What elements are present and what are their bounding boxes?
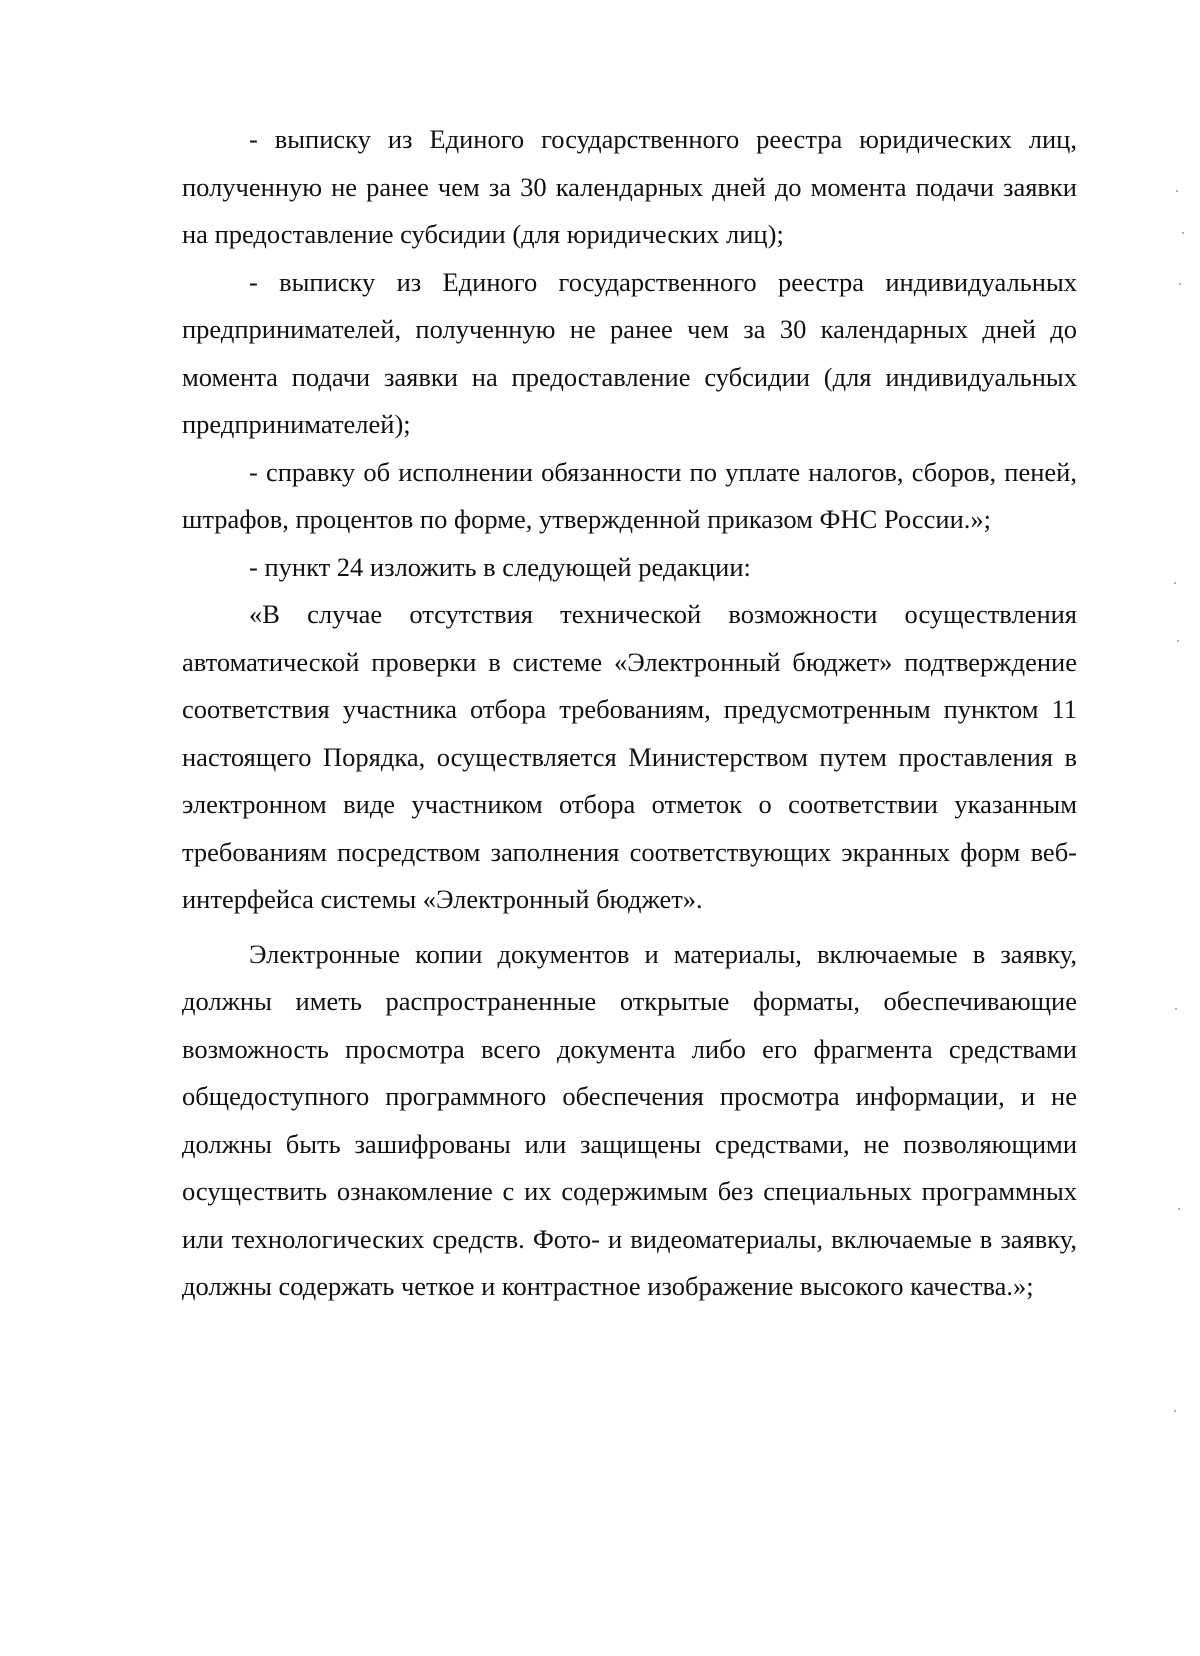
scan-artifact	[1174, 582, 1176, 584]
paragraph-item-24-instruction: - пункт 24 изложить в следующей редакции:	[249, 551, 751, 582]
scan-artifact	[1177, 640, 1179, 642]
document-body	[182, 116, 1077, 1311]
scan-artifact	[1176, 190, 1178, 192]
paragraph-tax-certificate: - справку об исполнении обязанности по уплате налогов, сборов, пеней, штрафов, процентов по форме, утвержденной приказом ФНС России.»;	[182, 456, 1077, 534]
scan-artifact	[1182, 232, 1184, 234]
scan-artifact	[1174, 1410, 1176, 1412]
paragraph-egrul-extract: - выписку из Единого государственного реестра юридических лиц, полученную не ранее чем за 30 календарных дней до момента подачи заявки на предоставление субсидии (для юридических лиц);	[182, 124, 1077, 249]
scan-artifact	[1179, 283, 1181, 285]
scan-artifact	[1175, 1008, 1177, 1010]
paragraph-electronic-copies: Электронные копии документов и материалы, включаемые в заявку, должны иметь распространенные открытые форматы, обеспечивающие возможность просмотра всего документа либо его фрагмента средствами общедоступного программного обеспечения просмотра информации, и не должны быть зашифрованы или защищены средствами, не позволяющими осуществить ознакомление с их содержимым без специальных программных или технологических средств. Фото- и видеоматериалы, включаемые в заявку, должны содержать четкое и контрастное изображение высокого качества.»;	[182, 938, 1077, 1301]
paragraph-egrip-extract: - выписку из Единого государственного реестра индивидуальных предпринимателей, полученную не ранее чем за 30 календарных дней до момента подачи заявки на предоставление субсидии (для индивидуальных предпринимателей);	[182, 266, 1077, 439]
scan-artifact	[1178, 1208, 1180, 1210]
paragraph-item-24-text: «В случае отсутствия технической возможности осуществления автоматической проверки в системе «Электронный бюджет» подтверждение соответствия участника отбора требованиям, предусмотренным пунктом 11 настоящего Порядка, осуществляется Министерством путем проставления в электронном виде участником отбора отметок о соответствии указанным требованиям посредством заполнения соответствующих экранных форм веб-интерфейса системы «Электронный бюджет».	[182, 599, 1077, 914]
